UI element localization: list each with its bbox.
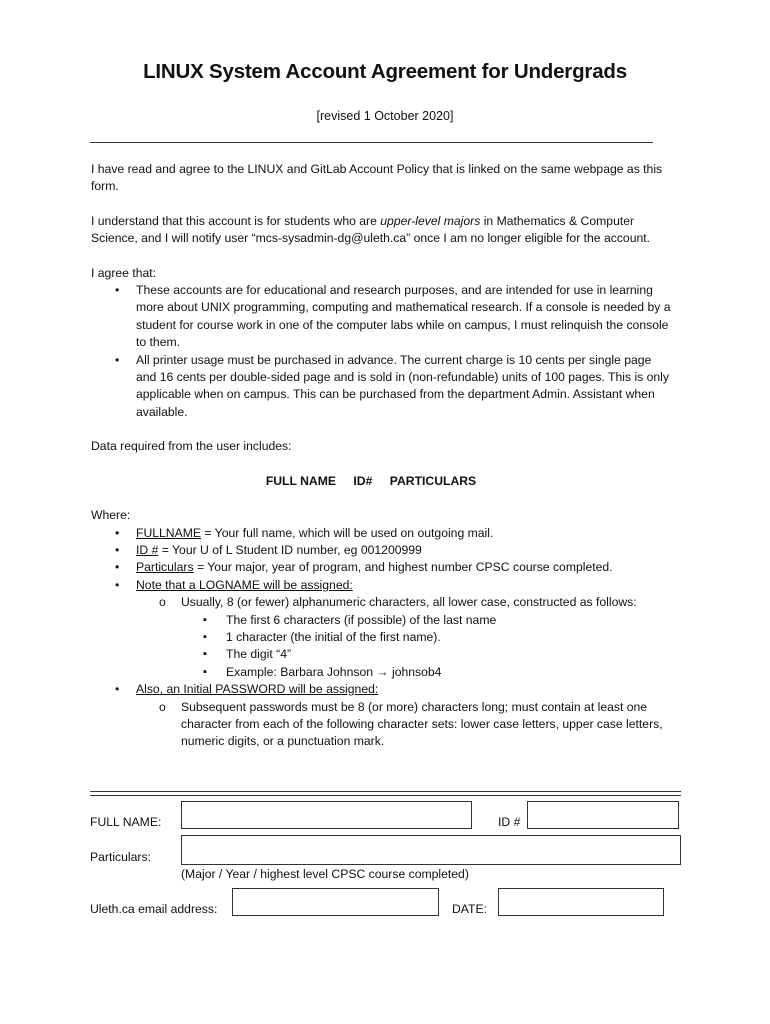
definition-particulars-desc: = Your major, year of program, and highest number CPSC course completed. — [193, 560, 613, 575]
full-name-label: FULL NAME: — [90, 815, 162, 829]
logname-note — [91, 577, 671, 681]
agreement-list — [91, 282, 671, 421]
policy-paragraph: I have read and agree to the LINUX and GitLab Account Policy that is linked on the same webpage as this form. — [91, 162, 663, 194]
logname-step-digit: ▪ The digit “4” — [91, 646, 671, 663]
date-label: DATE: — [452, 902, 487, 916]
fields-heading-id: ID# — [353, 473, 373, 488]
password-rules — [136, 699, 671, 751]
data-required-text: Data required from the user includes: — [91, 439, 292, 454]
arrow-right-icon: → — [376, 664, 389, 679]
particulars-field[interactable] — [181, 835, 681, 865]
id-label: ID # — [498, 815, 521, 829]
eligibility-paragraph — [91, 213, 671, 248]
revision-date: [revised 1 October 2020] — [316, 109, 454, 123]
definition-fullname-term: FULLNAME — [136, 525, 202, 540]
fields-heading-particulars: PARTICULARS — [389, 473, 477, 488]
date-field[interactable] — [498, 888, 664, 916]
logname-step-initial: ▪ 1 character (the initial of the first name). — [91, 629, 671, 646]
form-divider-top — [90, 791, 681, 792]
definition-fullname-desc: = Your full name, which will be used on outgoing mail. — [201, 525, 494, 540]
password-note — [91, 681, 671, 751]
logname-example-label: Example: Barbara Johnson — [226, 664, 377, 679]
definition-id — [91, 542, 671, 559]
agree-heading: I agree that: — [91, 265, 157, 280]
eligibility-emphasis: upper-level majors — [380, 213, 481, 228]
logname-example — [91, 664, 671, 681]
email-label: Uleth.ca email address: — [90, 902, 218, 916]
agreement-body — [91, 161, 671, 751]
agreement-item-purpose: • These accounts are for educational and research purposes, and are intended for use in learning more about UNIX programming, computing and mathematical research. If a console is needed by a student for course work in one of the computer labs while on campus, I must relinquish the console to them. — [91, 282, 671, 352]
eligibility-text-start: I understand that this account is for students who are — [91, 213, 381, 228]
logname-title: Note that a LOGNAME will be assigned: — [136, 577, 353, 592]
logname-steps — [181, 612, 671, 682]
particulars-hint: (Major / Year / highest level CPSC course completed) — [181, 867, 469, 881]
where-heading: Where: — [91, 508, 131, 523]
definition-id-term: ID # — [136, 542, 159, 557]
definition-particulars-term: Particulars — [136, 560, 194, 575]
form-divider-bottom — [90, 795, 681, 796]
fields-heading-full-name: FULL NAME — [265, 473, 336, 488]
id-field[interactable] — [527, 801, 679, 829]
header-divider — [90, 142, 653, 143]
logname-example-result: johnsob4 — [388, 664, 442, 679]
logname-rule-text: Usually, 8 (or fewer) alphanumeric characters, all lower case, constructed as follows: — [181, 595, 637, 610]
definition-particulars — [91, 559, 671, 576]
password-title: Also, an Initial PASSWORD will be assigned: — [136, 682, 379, 697]
page-title: LINUX System Account Agreement for Undergrads — [143, 60, 627, 83]
logname-step-lastname: ▪ The first 6 characters (if possible) of the last name — [91, 612, 671, 629]
particulars-label: Particulars: — [90, 850, 151, 864]
eligibility-text-end: in Mathematics & Computer Science, and I will notify user “mcs-sysadmin-dg@uleth.ca” once I am no longer eligible for the account. — [91, 213, 651, 246]
definition-id-desc: = Your U of L Student ID number, eg 001200999 — [158, 542, 422, 557]
agreement-item-printing: • All printer usage must be purchased in advance. The current charge is 10 cents per single page and 16 cents per double-sided page and is sold in (non-refundable) units of 100 pages. This is only applicable when on campus. This can be purchased from the department Admin. Assistant when available. — [91, 352, 671, 422]
password-rule: o Subsequent passwords must be 8 (or more) characters long; must contain at least one character from each of the following character sets: lower case letters, upper case letters, numeric digits, or a punctuation mark. — [91, 699, 671, 751]
logname-rules — [136, 594, 671, 681]
definition-fullname — [91, 525, 671, 542]
email-field[interactable] — [232, 888, 439, 916]
definitions-list — [91, 525, 671, 751]
full-name-field[interactable] — [181, 801, 472, 829]
fields-heading — [91, 473, 671, 490]
logname-rule — [91, 594, 671, 681]
